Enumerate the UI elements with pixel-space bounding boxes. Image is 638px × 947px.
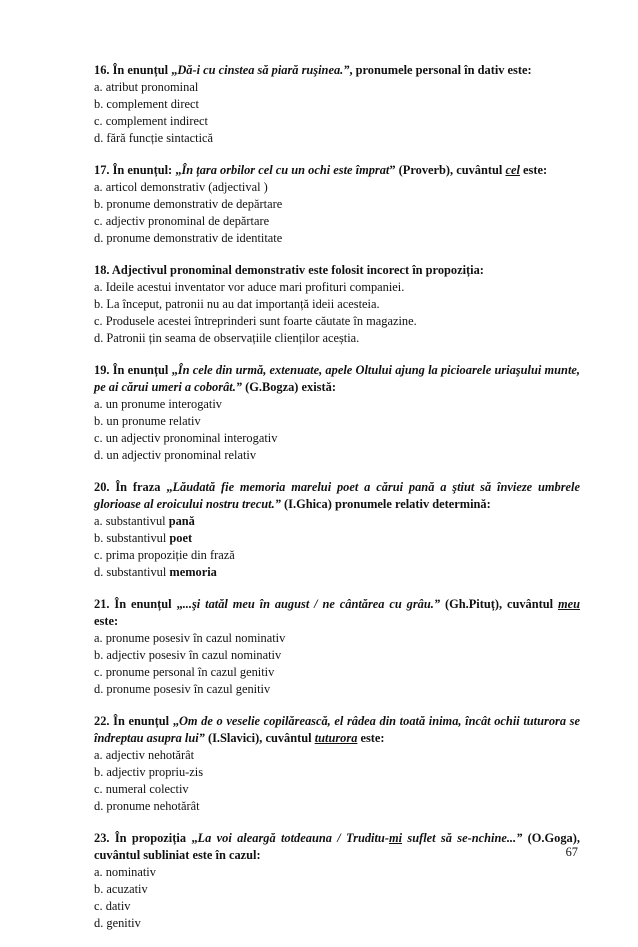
question-block: [94, 362, 580, 464]
question-stem: [94, 596, 580, 630]
text-run: c. dativ: [94, 899, 131, 913]
text-run: (I.Slavici), cuvântul: [204, 731, 315, 745]
answer-option: [94, 630, 580, 647]
bold-word: pană: [168, 514, 195, 528]
answer-option: [94, 664, 580, 681]
answer-option: [94, 113, 580, 130]
answer-option: [94, 681, 580, 698]
text-run: a. pronume posesiv în cazul nominativ: [94, 631, 286, 645]
answer-option: [94, 330, 580, 347]
question-stem: [94, 262, 580, 279]
text-run: b. La început, patronii nu au dat importanță ideii acesteia.: [94, 297, 380, 311]
text-run: d. pronume demonstrativ de identitate: [94, 231, 283, 245]
quoted-text: suflet să se-nchine...”: [402, 831, 523, 845]
text-run: d. fără funcție sintactică: [94, 131, 214, 145]
question-stem: [94, 830, 580, 864]
question-stem: [94, 713, 580, 747]
text-run: a. un pronume interogativ: [94, 397, 223, 411]
question-block: [94, 62, 580, 147]
text-run: , pronumele personal în dativ este:: [349, 63, 532, 77]
text-run: d. genitiv: [94, 916, 141, 930]
text-run: b. adjectiv posesiv în cazul nominativ: [94, 648, 282, 662]
answer-option: [94, 96, 580, 113]
answer-option: [94, 798, 580, 815]
question-stem: [94, 62, 580, 79]
answer-option: [94, 413, 580, 430]
answer-option: [94, 881, 580, 898]
text-run: a. Ideile acestui inventator vor aduce mari profituri companiei.: [94, 280, 405, 294]
question-stem: [94, 362, 580, 396]
text-run: b. pronume demonstrativ de depărtare: [94, 197, 283, 211]
text-run: a. adjectiv nehotărât: [94, 748, 195, 762]
answer-option: [94, 196, 580, 213]
text-run: d. substantivul: [94, 565, 170, 579]
text-run: 16. În enunțul „: [94, 63, 178, 77]
quoted-text: În țara orbilor cel cu un ochi este împrat: [181, 163, 390, 177]
text-run: b. acuzativ: [94, 882, 148, 896]
answer-option: [94, 313, 580, 330]
answer-option: [94, 447, 580, 464]
answer-option: [94, 430, 580, 447]
text-run: a. articol demonstrativ (adjectival ): [94, 180, 268, 194]
text-run: b. complement direct: [94, 97, 199, 111]
answer-option: [94, 213, 580, 230]
answer-option: [94, 79, 580, 96]
question-block: [94, 479, 580, 581]
text-run: 23. În propoziția „: [94, 831, 198, 845]
question-block: [94, 830, 580, 932]
underlined-word: mi: [388, 831, 403, 845]
text-run: c. numeral colectiv: [94, 782, 189, 796]
text-run: (O.Goga), cuvântul subliniat este în cazul:: [94, 831, 580, 862]
text-run: a. nominativ: [94, 865, 156, 879]
question-block: [94, 713, 580, 815]
answer-option: [94, 513, 580, 530]
quoted-text: Dă-i cu cinstea să piară ruşinea.”: [177, 63, 350, 77]
answer-option: [94, 647, 580, 664]
question-block: [94, 162, 580, 247]
answer-option: [94, 864, 580, 881]
text-run: a. substantivul: [94, 514, 169, 528]
answer-option: [94, 296, 580, 313]
text-run: 17. În enunțul: „: [94, 163, 182, 177]
quoted-text: În cele din urmă, extenuate, apele Oltului ajung la picioarele uriaşului munte, pe ai cărui umeri a coborât.”: [94, 363, 580, 394]
text-run: 21. În enunțul „: [94, 597, 183, 611]
text-run: 22. În enunțul „: [94, 714, 179, 728]
text-run: b. substantivul: [94, 531, 170, 545]
underlined-word: cel: [505, 163, 520, 177]
answer-option: [94, 130, 580, 147]
text-run: a. atribut pronominal: [94, 80, 199, 94]
text-run: 19. În enunțul „: [94, 363, 178, 377]
question-stem: [94, 162, 580, 179]
question-block: [94, 596, 580, 698]
quoted-text: Lăudată fie memoria marelui poet a cărui pană a ştiut să învieze umbrele glorioase al eroicului nostru trecut.”: [94, 480, 580, 511]
text-run: c. adjectiv pronominal de depărtare: [94, 214, 270, 228]
answer-option: [94, 781, 580, 798]
text-run: (Gh.Pituț), cuvântul: [440, 597, 558, 611]
answer-option: [94, 898, 580, 915]
text-run: c. pronume personal în cazul genitiv: [94, 665, 275, 679]
text-run: 18. Adjectivul pronominal demonstrativ este folosit incorect în propoziția:: [94, 263, 484, 277]
answer-option: [94, 279, 580, 296]
text-run: d. pronume nehotărât: [94, 799, 200, 813]
quoted-text: Om de o veselie copilărească, el râdea din toată inima, încât ochii tuturora se îndreptau asupra lui”: [94, 714, 580, 745]
text-run: d. pronume posesiv în cazul genitiv: [94, 682, 271, 696]
text-run: c. prima propoziție din frază: [94, 548, 235, 562]
text-run: este:: [519, 163, 548, 177]
question-list: [94, 62, 580, 947]
answer-option: [94, 564, 580, 581]
quoted-text: ...şi tatăl meu în august / ne cântărea cu grâu.”: [182, 597, 441, 611]
answer-option: [94, 747, 580, 764]
text-run: c. Produsele acestei întreprinderi sunt foarte căutate în magazine.: [94, 314, 417, 328]
question-stem: [94, 479, 580, 513]
question-block: [94, 262, 580, 347]
underlined-word: tuturora: [314, 731, 358, 745]
answer-option: [94, 530, 580, 547]
bold-word: poet: [169, 531, 193, 545]
text-run: ” (Proverb), cuvântul: [389, 163, 506, 177]
text-run: c. un adjectiv pronominal interogativ: [94, 431, 278, 445]
text-run: 20. În fraza „: [94, 480, 173, 494]
underlined-word: meu: [557, 597, 581, 611]
answer-option: [94, 230, 580, 247]
text-run: este:: [94, 614, 119, 628]
answer-option: [94, 915, 580, 932]
answer-option: [94, 547, 580, 564]
answer-option: [94, 764, 580, 781]
text-run: d. un adjectiv pronominal relativ: [94, 448, 257, 462]
text-run: b. un pronume relativ: [94, 414, 201, 428]
answer-option: [94, 396, 580, 413]
text-run: b. adjectiv propriu-zis: [94, 765, 204, 779]
text-run: este:: [357, 731, 385, 745]
text-run: d. Patronii țin seama de observațiile clienților aceștia.: [94, 331, 360, 345]
quoted-text: La voi aleargă totdeauna / Truditu-: [197, 831, 389, 845]
page-number: 67: [565, 845, 578, 859]
text-run: (G.Bogza) există:: [242, 380, 336, 394]
answer-option: [94, 179, 580, 196]
text-run: (I.Ghica) pronumele relativ determină:: [280, 497, 491, 511]
text-run: c. complement indirect: [94, 114, 208, 128]
bold-word: memoria: [169, 565, 217, 579]
